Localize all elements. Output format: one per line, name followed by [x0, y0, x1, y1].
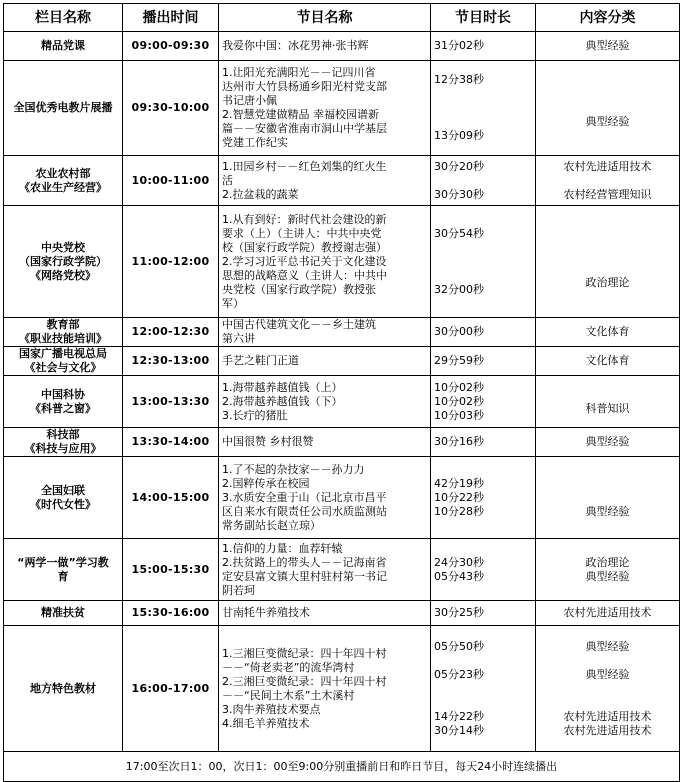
program-line: 1.从有到好：新时代社会建设的新	[222, 212, 387, 226]
column-name-line: 《农业生产经营》	[19, 180, 107, 194]
category-line: 农村先进适用技术	[563, 606, 652, 619]
column-name-cell	[4, 347, 123, 376]
program-line: 1.海带越养越值钱（上）	[222, 380, 343, 394]
column-name-line: 农业农村部	[35, 166, 91, 180]
spacer	[434, 101, 532, 115]
program-line: 书记唐小佩	[222, 94, 277, 107]
column-name-line: 地方特色教材	[30, 681, 96, 695]
spacer	[539, 682, 676, 696]
air-time-cell: 15:30-16:00	[123, 601, 219, 626]
header-row	[4, 4, 680, 32]
table-row	[4, 626, 680, 752]
duration-line: 10分03秒	[434, 408, 484, 422]
column-name-line: 《社会与文化》	[24, 361, 102, 374]
program-line: －－“倚老卖老”的流华湾村	[222, 660, 355, 674]
column-name-line: 精品党课	[41, 39, 85, 52]
duration-cell	[431, 347, 536, 376]
footnote: 17:00至次日1：00，次日1：00至9:00分别重播前日和昨日节目，每天24小时连续播出	[4, 752, 680, 782]
header-program-name: 节目名称	[219, 4, 431, 32]
program-line: 3.肉牛养殖技术要点	[222, 702, 321, 716]
category-line: 农村先进适用技术	[563, 723, 652, 737]
program-line: 1.让阳光充满阳光－－记四川省	[222, 66, 376, 79]
duration-line: 30分14秒	[434, 723, 484, 737]
header-duration: 节目时长	[431, 4, 536, 32]
program-line: 2.学习习近平总书记关于文化建设	[222, 254, 387, 268]
air-time-cell: 13:30-14:00	[123, 428, 219, 457]
duration-line: 10分28秒	[434, 504, 484, 518]
duration-cell	[431, 206, 536, 318]
program-cell	[219, 601, 431, 626]
spacer	[539, 174, 676, 188]
air-time-cell: 11:00-12:00	[123, 206, 219, 318]
program-line: 第六讲	[222, 332, 255, 345]
footnote-row	[4, 752, 680, 782]
table-row	[4, 347, 680, 376]
table-row	[4, 206, 680, 318]
air-time-cell: 10:00-11:00	[123, 156, 219, 206]
duration-cell	[431, 376, 536, 428]
duration-cell	[431, 61, 536, 156]
program-line: 区自来水有限责任公司水质监测站	[222, 504, 387, 518]
duration-cell	[431, 626, 536, 752]
column-name-line: 全国优秀电教片展播	[13, 101, 113, 114]
duration-cell	[431, 457, 536, 539]
spacer	[539, 248, 676, 262]
category-cell	[536, 61, 680, 156]
column-name-cell	[4, 206, 123, 318]
duration-cell	[431, 601, 536, 626]
duration-line: 30分20秒	[434, 159, 484, 173]
schedule-rows	[4, 32, 680, 752]
program-line: 要求（上）（主讲人：中共中央党	[222, 226, 382, 240]
category-line: 农村先进适用技术	[563, 159, 652, 173]
program-cell	[219, 318, 431, 347]
duration-line: 13分09秒	[434, 129, 484, 142]
header-column-name: 栏目名称	[4, 4, 123, 32]
category-cell	[536, 539, 680, 601]
program-cell	[219, 457, 431, 539]
category-line: 文化体育	[585, 354, 630, 367]
program-line: 1.三湘巨变微纪录：四十年四十村	[222, 646, 387, 660]
column-name-cell	[4, 601, 123, 626]
air-time-cell: 09:30-10:00	[123, 61, 219, 156]
column-name-cell	[4, 539, 123, 601]
program-line: 军）	[222, 296, 244, 310]
column-name-line: 科技部	[46, 428, 80, 441]
duration-line: 30分54秒	[434, 226, 484, 240]
column-name-line: 《科技与应用》	[24, 442, 102, 455]
program-cell	[219, 61, 431, 156]
program-cell	[219, 206, 431, 318]
program-line: 手艺之鞋门正道	[222, 354, 299, 367]
column-name-line: 《职业技能培训》	[19, 332, 107, 345]
column-name-cell	[4, 376, 123, 428]
spacer	[434, 87, 532, 101]
program-line: 央党校（国家行政学院）教授张	[222, 282, 376, 296]
category-line: 典型经验	[585, 504, 630, 518]
duration-line: 24分30秒	[434, 555, 484, 569]
column-name-line: 国家广播电视总局	[19, 347, 107, 360]
program-cell	[219, 156, 431, 206]
program-cell	[219, 626, 431, 752]
category-line: 典型经验	[585, 435, 630, 448]
program-line: 3.长疔的猪肚	[222, 408, 288, 422]
air-time-cell: 13:00-13:30	[123, 376, 219, 428]
program-line: 1.了不起的杂技家－－孙力力	[222, 462, 365, 476]
spacer	[539, 477, 676, 491]
column-name-line: 《时代女性》	[30, 497, 96, 511]
category-cell	[536, 376, 680, 428]
air-time-cell: 12:00-12:30	[123, 318, 219, 347]
duration-line: 10分02秒	[434, 380, 484, 394]
program-line: 我爱你中国：冰花男神·张书辉	[222, 39, 369, 52]
program-line: 1.田园乡村－－红色刘集的红火生	[222, 159, 387, 173]
program-line: 思想的战略意义（主讲人：中共中	[222, 268, 387, 282]
program-line: 阴若珂	[222, 583, 255, 597]
category-cell	[536, 428, 680, 457]
table-row	[4, 32, 680, 61]
duration-line: 30分25秒	[434, 606, 484, 619]
spacer	[539, 696, 676, 710]
table-row	[4, 457, 680, 539]
program-line: 4.细毛羊养殖技术	[222, 716, 310, 730]
column-name-line: 全国妇联	[41, 483, 85, 497]
header-air-time: 播出时间	[123, 4, 219, 32]
program-line: 常务副站长赵立琼）	[222, 518, 321, 532]
duration-line: 29分59秒	[434, 354, 484, 367]
category-line: 政治理论	[585, 275, 630, 289]
header-category: 内容分类	[536, 4, 680, 32]
category-line: 农村先进适用技术	[563, 709, 652, 723]
spacer	[539, 491, 676, 505]
column-name-line: 中央党校	[41, 240, 85, 254]
spacer	[434, 115, 532, 129]
duration-line: 10分02秒	[434, 394, 484, 408]
table-row	[4, 428, 680, 457]
program-line: 2.三湘巨变微纪录：四十年四十村	[222, 674, 387, 688]
table-row	[4, 318, 680, 347]
category-line: 农村经营管理知识	[563, 187, 652, 201]
spacer	[434, 269, 532, 283]
table-row	[4, 601, 680, 626]
column-name-line: “两学一做”学习教	[17, 555, 109, 569]
program-line: 1.信仰的力量：血荐轩辕	[222, 541, 343, 555]
category-line: 典型经验	[585, 639, 630, 653]
program-cell	[219, 347, 431, 376]
spacer	[539, 654, 676, 668]
table-row	[4, 376, 680, 428]
duration-line: 30分00秒	[434, 325, 484, 338]
duration-line: 30分30秒	[434, 187, 484, 201]
column-name-line: 中国科协	[41, 387, 85, 401]
duration-line: 30分16秒	[434, 435, 484, 448]
column-name-cell	[4, 156, 123, 206]
column-name-line: 《科普之窗》	[30, 401, 96, 415]
category-cell	[536, 318, 680, 347]
program-line: 2.海带越养越值钱（下）	[222, 394, 343, 408]
program-cell	[219, 539, 431, 601]
program-line: 2.智慧党建做精品 幸福校园谱新	[222, 108, 379, 121]
spacer	[434, 241, 532, 255]
duration-line: 05分23秒	[434, 667, 484, 681]
column-name-cell	[4, 318, 123, 347]
category-cell	[536, 156, 680, 206]
category-cell	[536, 601, 680, 626]
duration-line: 05分50秒	[434, 639, 484, 653]
column-name-cell	[4, 61, 123, 156]
spacer	[434, 654, 532, 668]
table-row	[4, 539, 680, 601]
duration-cell	[431, 156, 536, 206]
program-line: 党建工作纪实	[222, 136, 288, 149]
category-line: 科普知识	[585, 401, 630, 415]
spacer	[539, 262, 676, 276]
program-line: 甘南牦牛养殖技术	[222, 606, 310, 619]
column-name-line: 育	[57, 569, 69, 583]
column-name-cell	[4, 32, 123, 61]
schedule-table	[3, 3, 680, 782]
duration-cell	[431, 318, 536, 347]
spacer	[539, 87, 676, 101]
spacer	[539, 388, 676, 402]
category-line: 典型经验	[585, 667, 630, 681]
program-line: 篇－－安徽省淮南市洞山中学基层	[222, 122, 387, 135]
spacer	[539, 101, 676, 115]
program-line: 活	[222, 173, 233, 187]
program-line: 2.国粹传承在校园	[222, 476, 310, 490]
air-time-cell: 12:30-13:00	[123, 347, 219, 376]
duration-line: 10分22秒	[434, 490, 484, 504]
duration-line: 05分43秒	[434, 569, 484, 583]
duration-line: 32分00秒	[434, 282, 484, 296]
program-line: －－“民间土木系”土木溪村	[222, 688, 355, 702]
program-line: 校（国家行政学院）教授谢志强）	[222, 240, 387, 254]
program-line: 2.扶贫路上的带头人－－记海南省	[222, 555, 387, 569]
air-time-cell: 15:00-15:30	[123, 539, 219, 601]
duration-cell	[431, 32, 536, 61]
duration-line: 31分02秒	[434, 39, 484, 52]
program-line: 中国很赞 乡村很赞	[222, 435, 314, 448]
air-time-cell: 14:00-15:00	[123, 457, 219, 539]
column-name-line: 教育部	[46, 318, 80, 331]
category-line: 文化体育	[585, 325, 630, 338]
spacer	[434, 696, 532, 710]
category-cell	[536, 206, 680, 318]
duration-line: 42分19秒	[434, 476, 484, 490]
category-cell	[536, 626, 680, 752]
program-cell	[219, 376, 431, 428]
category-line: 典型经验	[585, 39, 630, 52]
category-cell	[536, 457, 680, 539]
spacer	[434, 174, 532, 188]
category-line: 典型经验	[585, 115, 630, 128]
column-name-cell	[4, 457, 123, 539]
table-row	[4, 156, 680, 206]
duration-line: 14分22秒	[434, 709, 484, 723]
air-time-cell: 09:00-09:30	[123, 32, 219, 61]
air-time-cell: 16:00-17:00	[123, 626, 219, 752]
program-line: 3.水质安全重于山（记北京市昌平	[222, 490, 387, 504]
column-name-line: 精准扶贫	[41, 606, 85, 619]
spacer	[434, 255, 532, 269]
category-line: 政治理论	[585, 555, 630, 569]
program-cell	[219, 428, 431, 457]
category-cell	[536, 32, 680, 61]
column-name-cell	[4, 428, 123, 457]
program-line: 2.拉盆栽的蔬菜	[222, 187, 299, 201]
program-line: 达州市大竹县杨通乡阳光村党支部	[222, 80, 387, 93]
column-name-line: 《网络党校》	[30, 268, 96, 282]
spacer	[434, 682, 532, 696]
program-cell	[219, 32, 431, 61]
program-line: 定安县富文镇大里村驻村第一书记	[222, 569, 387, 583]
duration-cell	[431, 539, 536, 601]
duration-line: 12分38秒	[434, 73, 484, 86]
category-line: 典型经验	[585, 569, 630, 583]
table-row	[4, 61, 680, 156]
column-name-line: （国家行政学院）	[19, 254, 107, 268]
program-line: 中国古代建筑文化－－乡土建筑	[222, 318, 376, 331]
category-cell	[536, 347, 680, 376]
duration-cell	[431, 428, 536, 457]
column-name-cell	[4, 626, 123, 752]
spacer	[539, 234, 676, 248]
